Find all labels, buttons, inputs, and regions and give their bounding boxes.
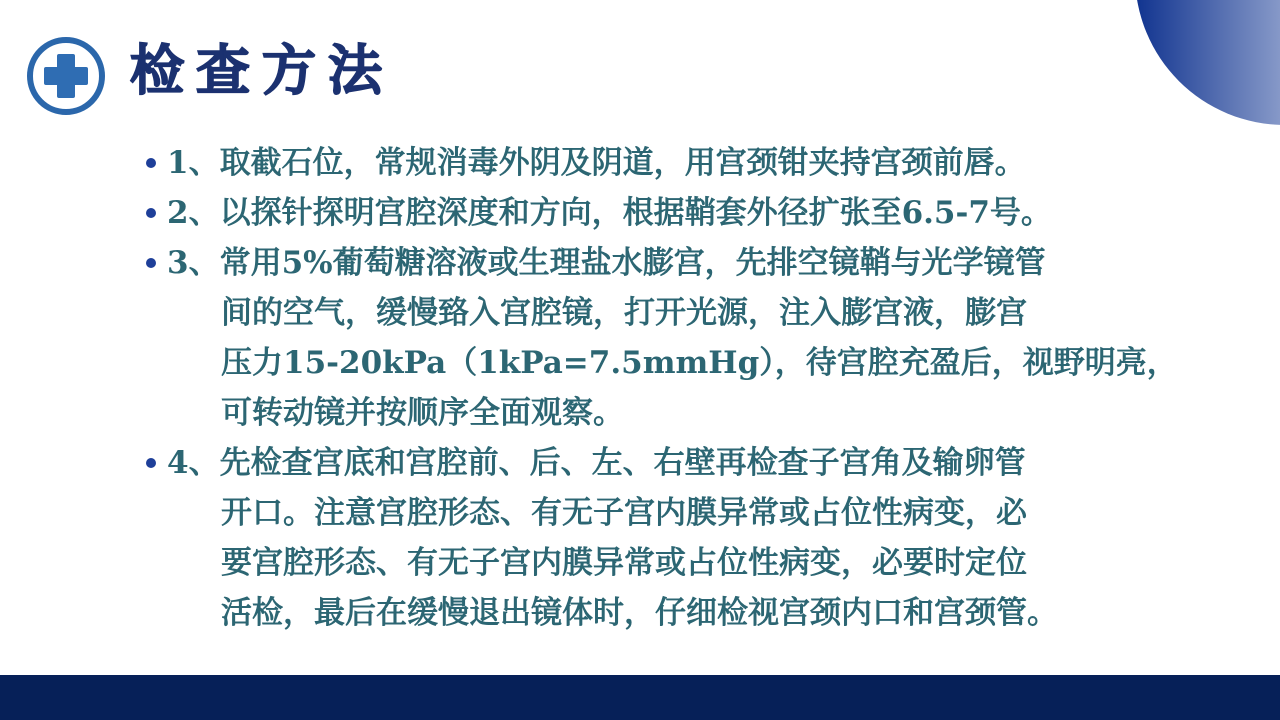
- bottom-bar-decoration: [0, 675, 1280, 720]
- bullet-line: 3、常用5%葡萄糖溶液或生理盐水膨宫，先排空镜鞘与光学镜管: [167, 245, 1046, 281]
- bullet-line: 要宫腔形态、有无子宫内膜异常或占位性病变，必要时定位: [221, 545, 1027, 581]
- bullet-line: 压力15-20kPa（1kPa=7.5mmHg），待宫腔充盈后，视野明亮，: [221, 345, 1178, 381]
- corner-circle-decoration: [1135, 0, 1280, 125]
- medical-cross-icon: [27, 37, 105, 115]
- bullet-item-3: [0, 238, 1280, 438]
- bullet-item-4: [0, 438, 1280, 638]
- bullet-dot-icon: [146, 208, 156, 218]
- bullet-line: 活检，最后在缓慢退出镜体时，仔细检视宫颈内口和宫颈管。: [221, 595, 1058, 631]
- bullet-line: 2、以探针探明宫腔深度和方向，根据鞘套外径扩张至6.5-7号。: [167, 195, 1052, 231]
- bullet-item-1: [0, 138, 1280, 188]
- bullet-item-2: [0, 188, 1280, 238]
- bullet-line: 4、先检查宫底和宫腔前、后、左、右壁再检查子宫角及输卵管: [167, 445, 1026, 481]
- bullet-line: 1、取截石位，常规消毒外阴及阴道，用宫颈钳夹持宫颈前唇。: [167, 145, 1026, 181]
- bullet-line: 开口。注意宫腔形态、有无子宫内膜异常或占位性病变，必: [221, 495, 1027, 531]
- bullet-list: [0, 138, 1280, 638]
- bullet-dot-icon: [146, 258, 156, 268]
- bullet-dot-icon: [146, 458, 156, 468]
- bullet-line: 可转动镜并按顺序全面观察。: [221, 395, 624, 431]
- cross-horizontal-bar: [44, 67, 88, 85]
- bullet-dot-icon: [146, 158, 156, 168]
- bullet-line: 间的空气，缓慢臵入宫腔镜，打开光源，注入膨宫液，膨宫: [221, 295, 1027, 331]
- page-title: 检查方法: [130, 39, 394, 102]
